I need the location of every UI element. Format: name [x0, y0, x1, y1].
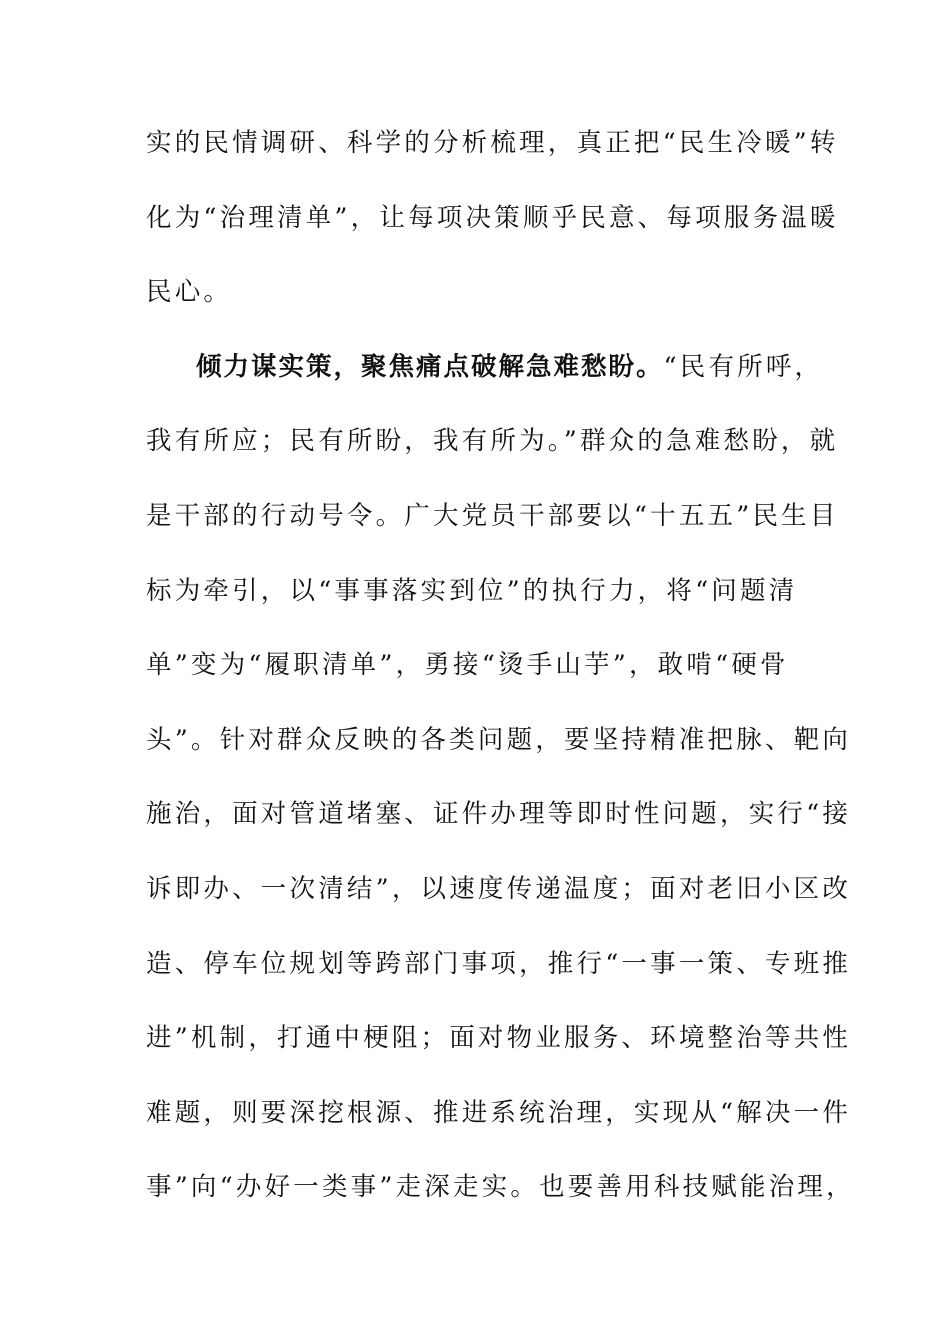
- paragraph-line: 化为“治理清单”，让每项决策顺乎民意、每项服务温暖: [146, 202, 839, 233]
- section-heading: 倾力谋实策，聚焦痛点破解急难愁盼。: [196, 351, 664, 382]
- paragraph-line: 诉即办、一次清结”，以速度传递温度；面对老旧小区改: [146, 873, 852, 904]
- paragraph-line: 造、停车位规划等跨部门事项，推行“一事一策、专班推: [146, 948, 852, 979]
- paragraph-first-line: [146, 344, 824, 419]
- paragraph-line: 民心。: [146, 277, 233, 308]
- paragraph-line: 实的民情调研、科学的分析梳理，真正把“民生冷暖”转: [146, 128, 839, 158]
- paragraph-line: 单”变为“履职清单”，勇接“烫手山芋”，敢啃“硬骨: [146, 650, 789, 681]
- paragraph-line: 难题，则要深挖根源、推进系统治理，实现从“解决一件: [146, 1097, 852, 1128]
- document-body: [146, 120, 855, 1239]
- paragraph-line: 进”机制，打通中梗阻；面对物业服务、环境整治等共性: [146, 1023, 852, 1054]
- paragraph-line: 我有所应；民有所盼，我有所为。”群众的急难愁盼，就: [146, 426, 839, 457]
- paragraph-line: 标为牵引，以“事事落实到位”的执行力，将“问题清: [146, 575, 798, 606]
- paragraph-line: 头”。针对群众反映的各类问题，要坚持精准把脉、靶向: [146, 724, 852, 755]
- paragraph-line: 是干部的行动号令。广大党员干部要以“十五五”民生目: [146, 500, 839, 531]
- paragraph-text: “民有所呼，: [663, 351, 824, 382]
- paragraph-line: 施治，面对管道堵塞、证件办理等即时性问题，实行“接: [146, 799, 852, 830]
- paragraph-line: 事”向“办好一类事”走深走实。也要善用科技赋能治理，: [146, 1172, 855, 1203]
